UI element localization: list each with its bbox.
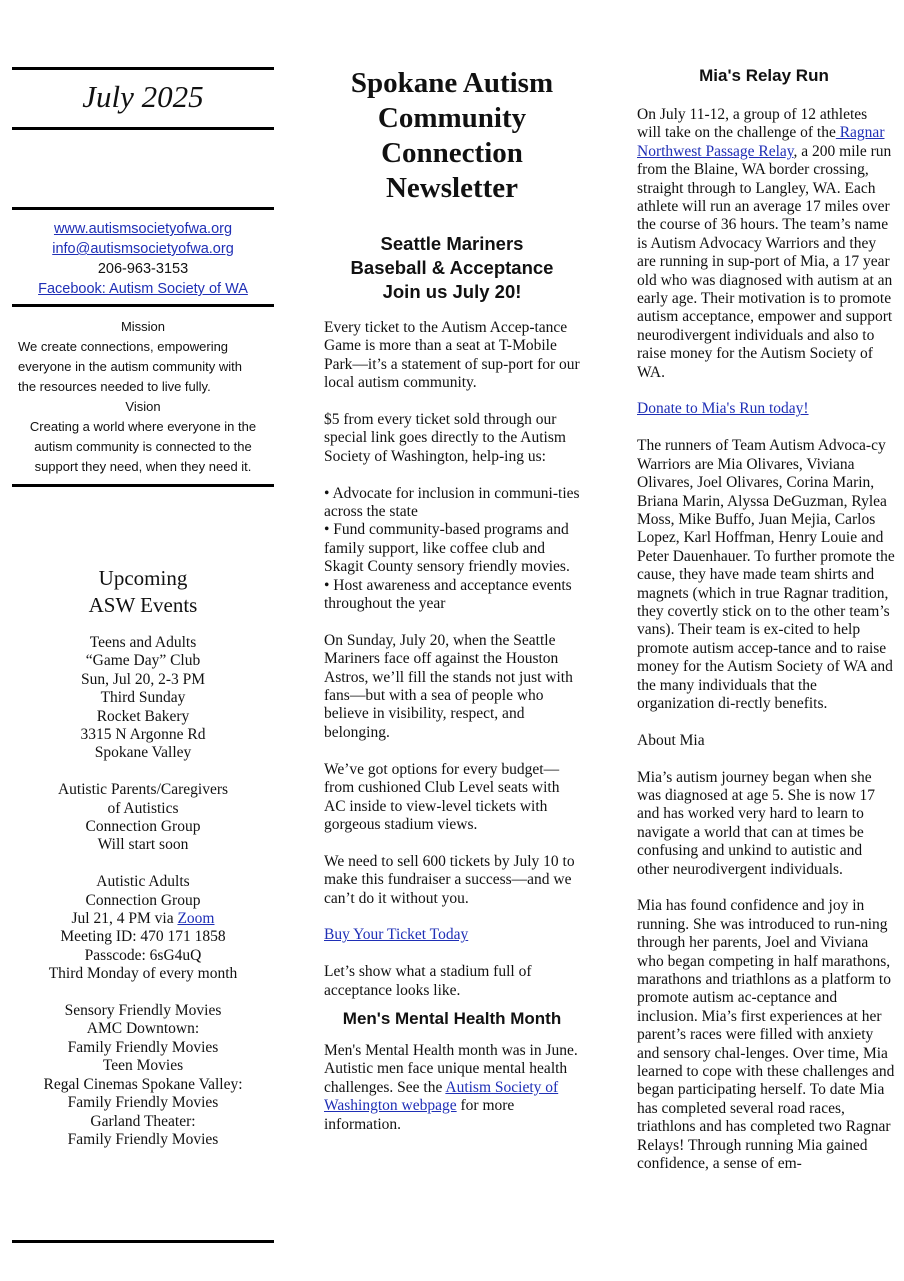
- email-link[interactable]: info@autismsocietyofwa.org: [52, 241, 234, 257]
- title-line: Community: [377, 102, 527, 134]
- event-line: [12, 910, 274, 928]
- event-line: Rocket Bakery: [96, 707, 190, 725]
- bullet-item: • Host awareness and acceptance events throughout the year: [324, 576, 572, 613]
- event-line: Third Sunday: [100, 689, 186, 707]
- event-line: Meeting ID: 470 171 1858: [60, 928, 226, 946]
- mission-rule-bottom: [12, 484, 274, 487]
- events-title: [12, 565, 274, 619]
- mission-line: We create connections, empowering: [18, 339, 229, 354]
- event-line: Family Friendly Movies: [67, 1094, 219, 1112]
- donate-link[interactable]: Donate to Mia's Run today!: [637, 400, 809, 418]
- relay-run-article: [637, 106, 895, 1192]
- event-line: Autistic Adults: [96, 873, 190, 891]
- mariners-article: [324, 319, 582, 1152]
- event-time: Jul 21, 4 PM via: [71, 910, 178, 928]
- paragraph: We need to sell 600 tickets by July 10 to make this fundraiser a success—and we can’t do it without you.: [324, 852, 575, 907]
- text: , a 200 mile run from the Blaine, WA border crossing, straight through to Langley, WA. Each athlete will run an average 17 miles over the course of 36 hours. The team’s name is Autism Advocacy Warriors and they are running in sup-port of Mia, a 17 year old who was diagnosed with autism at an early age. Their motivation is to promote autism acceptance, empower and support neurodivergent individuals and also to raise money for the Autism Society of WA.: [637, 142, 893, 381]
- event-line: Teen Movies: [102, 1057, 184, 1075]
- top-rule-2: [12, 127, 274, 130]
- headline-line: Baseball & Acceptance: [350, 257, 554, 278]
- zoom-link[interactable]: Zoom: [177, 910, 215, 928]
- event-line: Family Friendly Movies: [67, 1038, 219, 1056]
- event-line: Family Friendly Movies: [67, 1130, 219, 1148]
- event-line: Regal Cinemas Spokane Valley:: [43, 1075, 243, 1093]
- top-rule-1: [12, 67, 274, 70]
- event-adults-group: [12, 873, 274, 983]
- contact-rule-bottom: [12, 304, 274, 307]
- paragraph: The runners of Team Autism Advoca-cy Warriors are Mia Olivares, Viviana Olivares, Joel Olivares, Corina Marin, Briana Marin, Alyssa DeGuzman, Rylea Moss, Mike Buffo, Juan Mejia, Carlos Lopez, Karl Hoffman, Henry Louie and Peter Dauenhauer. To further promote the cause, they have made team shirts and magnets (which in true Ragnar tradition, they covertly stick on to the other team’s vans). Their team is ex-cited to help promote autism accep-tance and to raise money for the Autism Society of WA and the many individuals that the organization di-rectly benefits.: [637, 437, 895, 712]
- contact-block: [12, 219, 274, 299]
- mission-line: the resources needed to live fully.: [18, 379, 211, 394]
- events-list: [12, 634, 274, 1168]
- event-line: Passcode: 6sG4uQ: [84, 946, 202, 964]
- event-line: Spokane Valley: [94, 744, 192, 762]
- mens-health-heading: Men's Mental Health Month: [342, 1008, 562, 1028]
- title-line: Newsletter: [385, 172, 519, 204]
- event-line: Teens and Adults: [89, 634, 197, 651]
- mens-health-paragraph: [324, 1042, 582, 1134]
- events-title-line: ASW Events: [88, 593, 198, 617]
- bullet-item: • Advocate for inclusion in communi-ties across the state: [324, 484, 580, 521]
- event-line: “Game Day” Club: [85, 652, 201, 670]
- website-link[interactable]: www.autismsocietyofwa.org: [53, 221, 233, 237]
- vision-line: Creating a world where everyone in the: [29, 419, 257, 434]
- vision-title: Vision: [125, 399, 161, 414]
- newsletter-title: [316, 66, 588, 206]
- mission-line: everyone in the autism community with: [18, 359, 242, 374]
- event-game-day: [12, 634, 274, 763]
- event-line: Sun, Jul 20, 2-3 PM: [80, 670, 206, 688]
- about-mia-heading: About Mia: [637, 731, 705, 749]
- bottom-rule: [12, 1240, 274, 1243]
- bullet-list: [324, 485, 582, 614]
- vision-line: support they need, when they need it.: [34, 459, 252, 474]
- paragraph: Every ticket to the Autism Accep-tance Game is more than a seat at T-Mobile Park—it’s a statement of sup-port for our local autism community.: [324, 319, 580, 392]
- event-line: of Autistics: [107, 799, 179, 817]
- event-line: Connection Group: [85, 818, 201, 836]
- phone-number: 206-963-3153: [97, 261, 189, 277]
- event-movies: [12, 1002, 274, 1149]
- paragraph: On Sunday, July 20, when the Seattle Mariners face off against the Houston Astros, we’ll fill the stands not just with fans—but with a sea of people who believe in visibility, respect, and belonging.: [324, 631, 573, 741]
- mission-vision-block: [12, 317, 274, 477]
- text: Men's Mental Health month was in June. Autistic men face unique mental health challenges. See the: [324, 1041, 578, 1096]
- event-line: Third Monday of every month: [48, 965, 238, 983]
- contact-rule-top: [12, 207, 274, 210]
- events-title-line: Upcoming: [98, 566, 188, 590]
- event-line: Garland Theater:: [90, 1112, 196, 1130]
- issue-date: July 2025: [82, 79, 204, 114]
- event-line: 3315 N Argonne Rd: [80, 726, 206, 744]
- mission-title: Mission: [120, 319, 166, 334]
- paragraph: Mia’s autism journey began when she was diagnosed at age 5. She is now 17 and has worked very hard to learn to navigate a world that can at times be confusing and unkind to autistic and other neurodivergent individuals.: [637, 768, 876, 878]
- facebook-link[interactable]: Facebook: Autism Society of WA: [38, 281, 248, 297]
- event-line: Sensory Friendly Movies: [64, 1002, 222, 1020]
- headline-line: Join us July 20!: [382, 281, 522, 302]
- event-line: Will start soon: [97, 836, 189, 854]
- relay-run-heading: Mia's Relay Run: [699, 66, 829, 85]
- event-parents-group: [12, 781, 274, 855]
- buy-ticket-link[interactable]: Buy Your Ticket Today: [324, 926, 469, 944]
- event-line: Autistic Parents/Caregivers: [57, 781, 229, 799]
- paragraph: Let’s show what a stadium full of acceptance looks like.: [324, 963, 532, 999]
- event-line: AMC Downtown:: [86, 1020, 200, 1038]
- asw-webpage-link[interactable]: Autism Society of Washington webpage: [324, 1078, 559, 1115]
- title-line: Connection: [381, 137, 523, 169]
- paragraph: [637, 106, 895, 382]
- vision-line: autism community is connected to the: [34, 439, 252, 454]
- text: On July 11-12, a group of 12 athletes will take on the challenge of the: [637, 106, 868, 142]
- bullet-item: • Fund community-based programs and family support, like coffee club and Skagit County sensory friendly movies.: [324, 521, 570, 576]
- ragnar-relay-link[interactable]: Ragnar Northwest Passage Relay: [637, 124, 885, 160]
- paragraph: Mia has found confidence and joy in running. She was introduced to run-ning through her parents, Joel and Viviana who began competing in half marathons, marathons and triathlons as a platform to promote autism ac-ceptance and inclusion. Mia’s first experiences at her parent’s races were filled with anxiety and sensory chal-lenges. Over time, Mia learned to cope with these challenges and began participating herself. To date Mia has completed several road races, triathlons and has completed two Ragnar Relays! Through running Mia gained confidence, a sense of em-: [637, 897, 895, 1173]
- text: for more information.: [324, 1097, 515, 1133]
- event-line: Connection Group: [85, 891, 201, 909]
- paragraph: We’ve got options for every budget—from cushioned Club Level seats with AC inside to view-level tickets with gorgeous stadium views.: [324, 760, 560, 833]
- headline-line: Seattle Mariners: [380, 233, 524, 254]
- paragraph: $5 from every ticket sold through our special link goes directly to the Autism Society of Washington, help-ing us:: [324, 411, 566, 465]
- title-line: Spokane Autism: [350, 67, 554, 99]
- mariners-headline: [316, 232, 588, 304]
